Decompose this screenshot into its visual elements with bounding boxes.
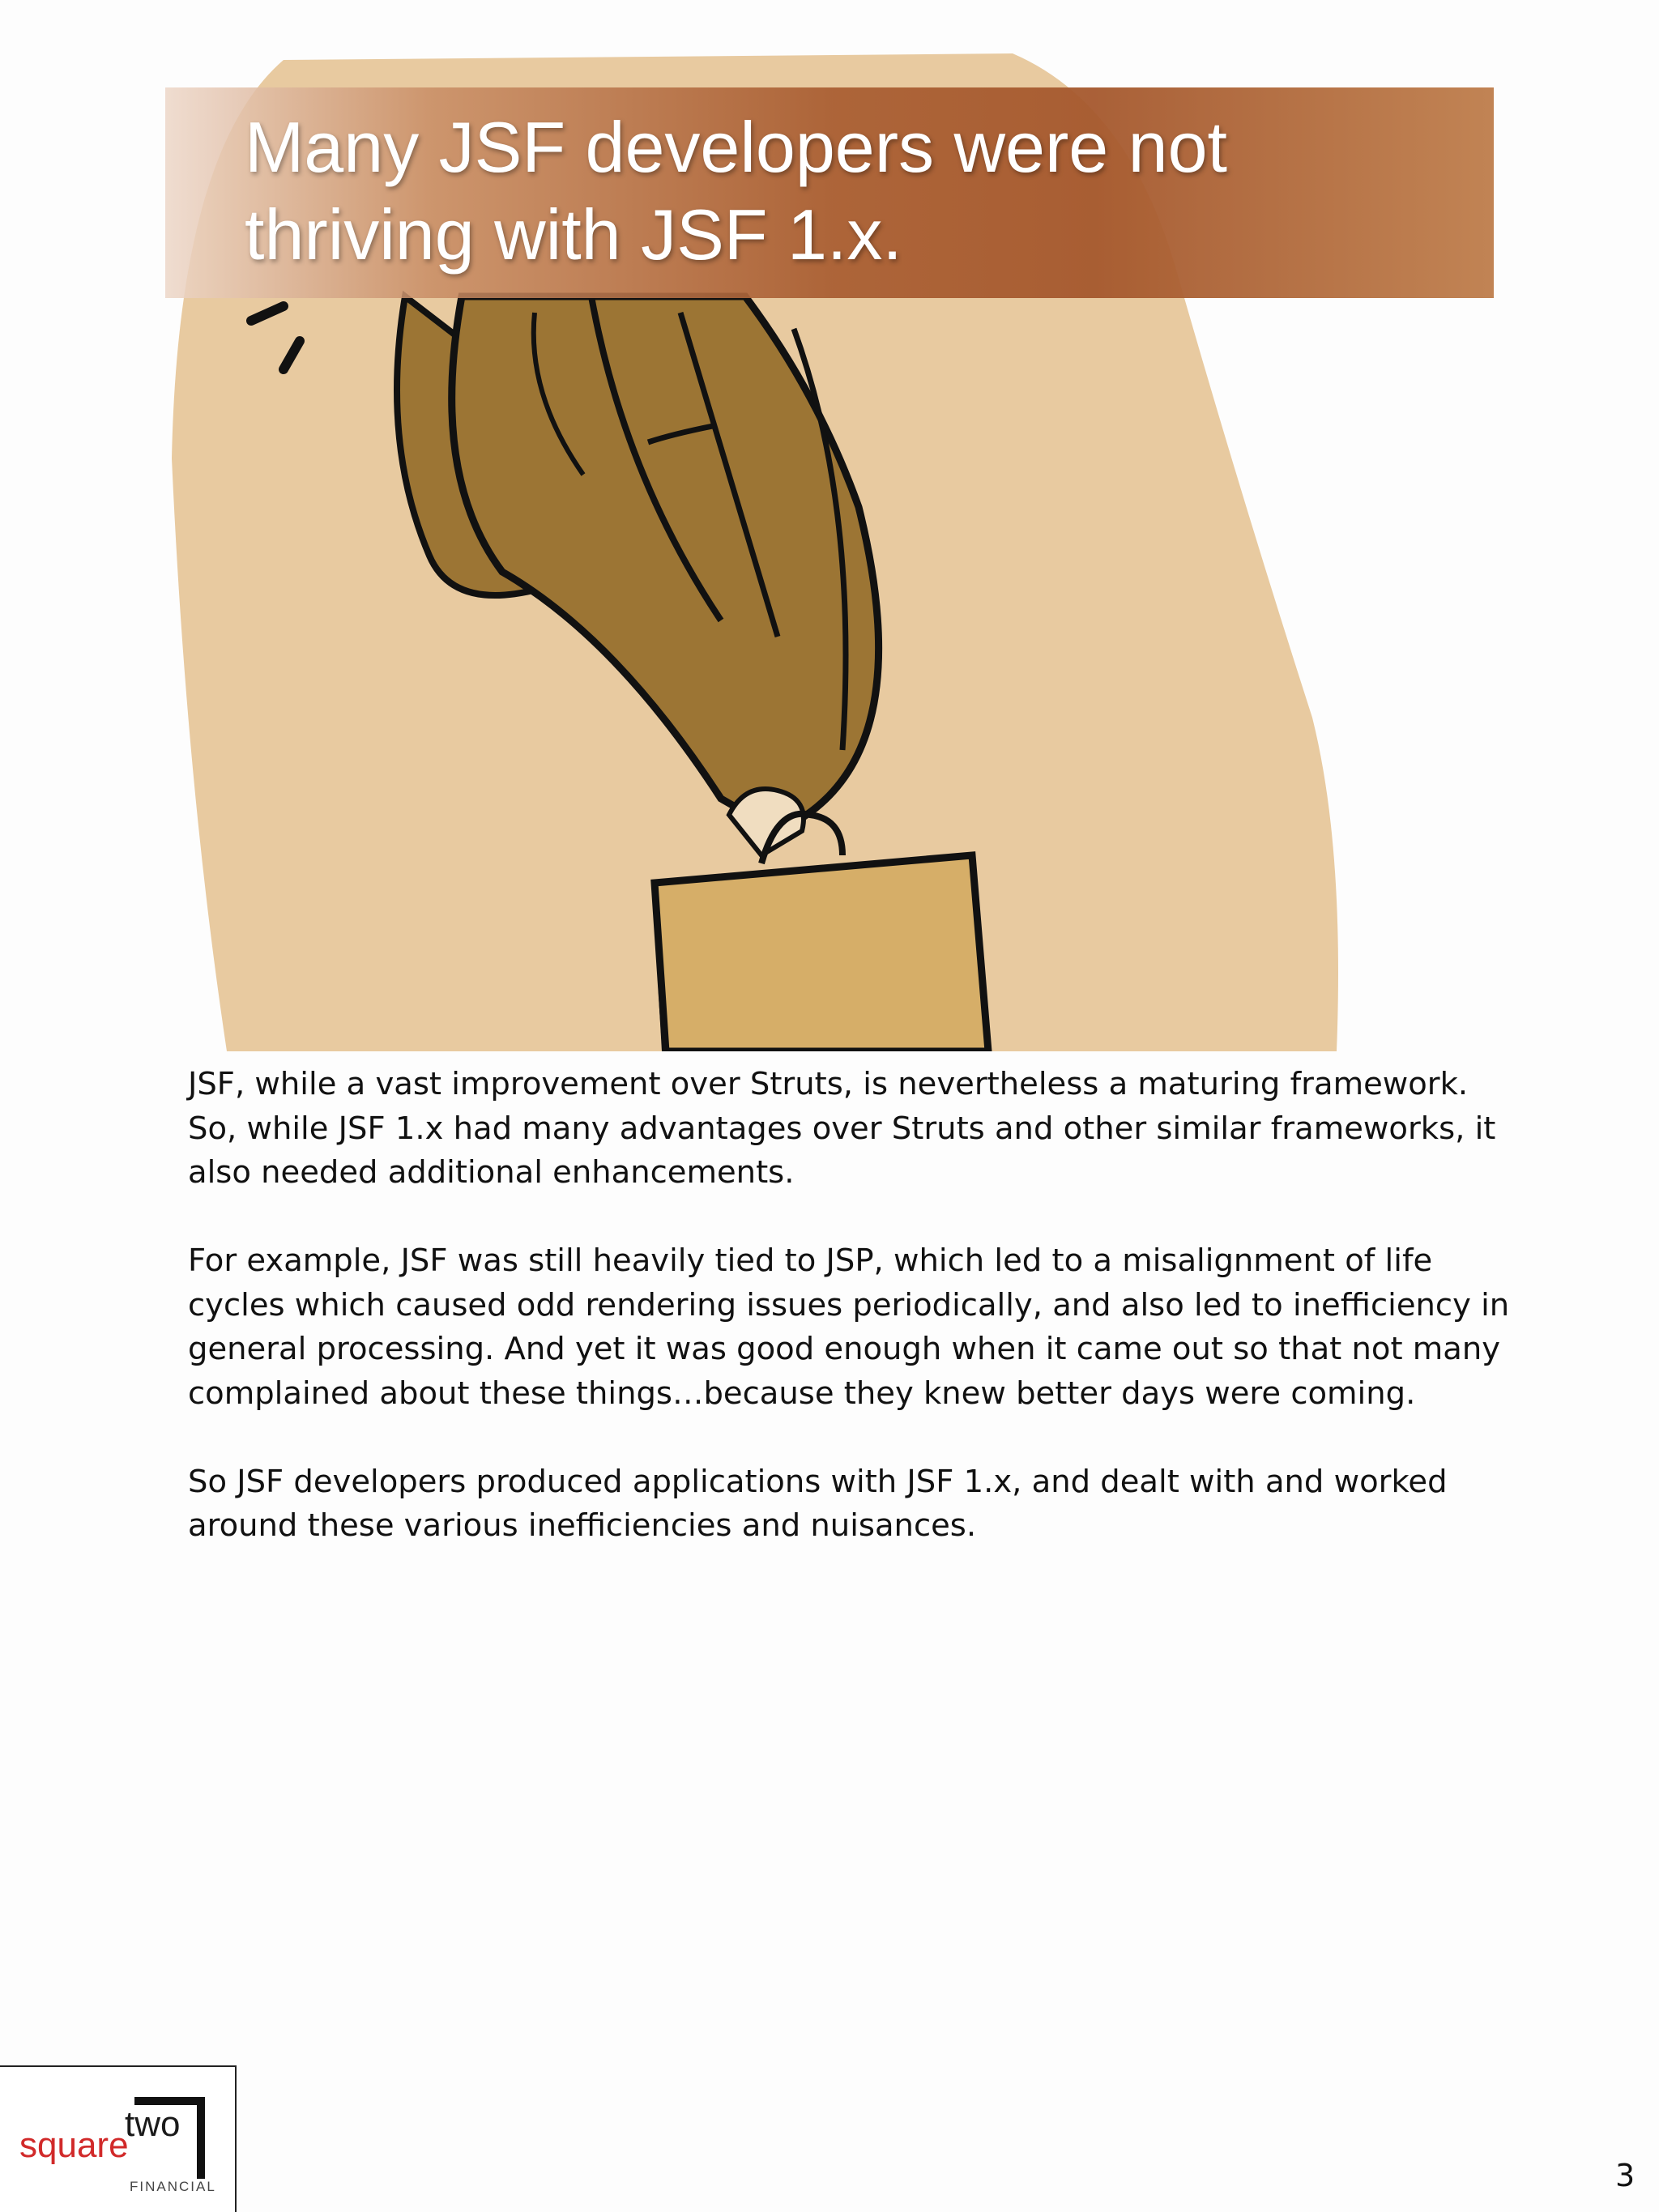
slide-title [245,104,1460,279]
logo-subtitle: FINANCIAL [130,2179,216,2194]
briefcase-shape [655,855,988,1051]
logo-word-two: two [125,2104,181,2144]
notes-paragraph: For example, JSF was still heavily tied to JSP, which led to a misalignment of life cycles which caused odd rendering issues periodically, and also led to inefficiency in general processing. And yet it was good enough when it came out so that not many complained about these things…because they knew better days were coming. [188,1242,1510,1412]
notes-paragraph: So JSF developers produced applications with JSF 1.x, and dealt with and worked around these various inefficiencies and nuisances. [188,1463,1448,1544]
title-line-2: thriving with JSF 1.x. [245,194,902,275]
page-number: 3 [1615,2158,1636,2193]
logo-word-square: square [19,2125,129,2165]
title-line-1: Many JSF developers were not [245,107,1228,187]
company-logo [0,2065,237,2212]
notes-paragraph: JSF, while a vast improvement over Struts, is nevertheless a maturing framework. So, while JSF 1.x had many advantages over Struts and other similar frameworks, it also needed additional enhancements. [188,1066,1496,1191]
speaker-notes [188,1063,1516,1592]
